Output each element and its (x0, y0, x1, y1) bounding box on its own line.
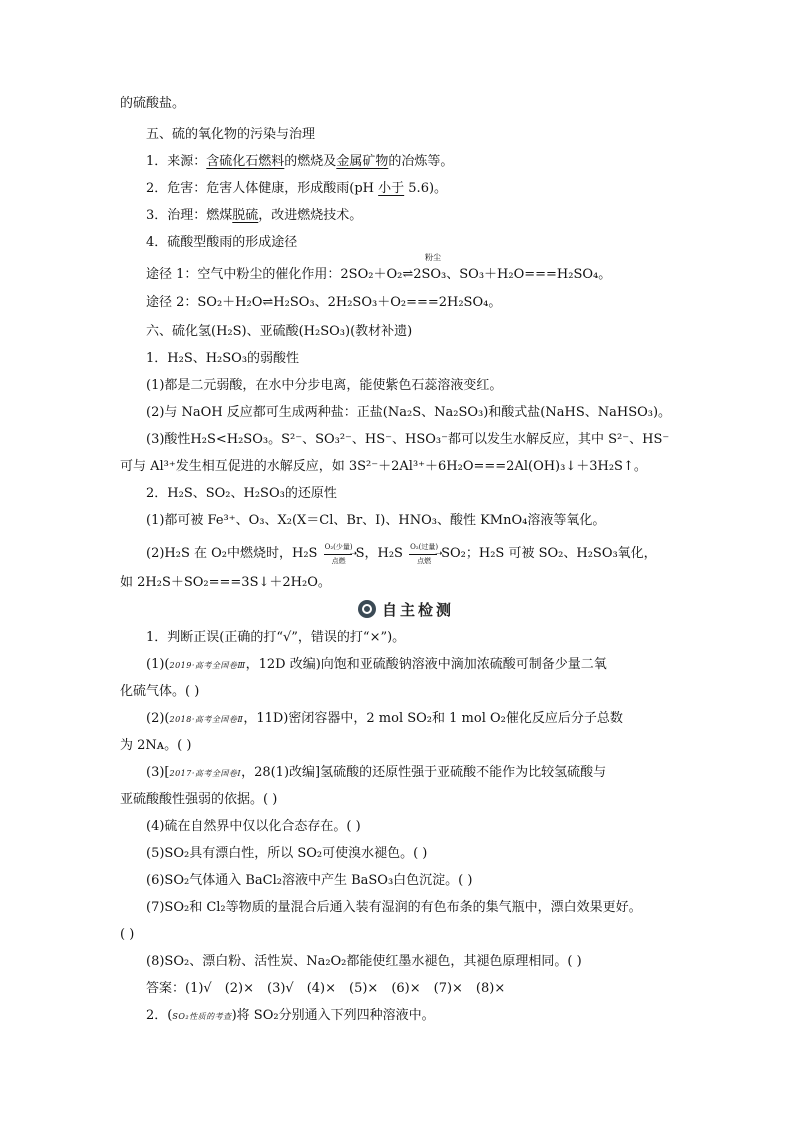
text: (1)( (146, 657, 170, 672)
quiz-item-cont (120, 790, 277, 810)
text: ，改进燃烧技术。 (258, 208, 363, 223)
arrow-top-label: O₂(过量) (410, 543, 439, 551)
text: (3)[ (146, 765, 170, 780)
text-line (146, 376, 502, 396)
text-line (146, 179, 447, 199)
text: (5)SO₂具有漂白性，所以 SO₂可使溴水褪色。( ) (146, 846, 428, 861)
text-line (120, 573, 331, 593)
text: (4)硫在自然界中仅以化合态存在。( ) (146, 819, 361, 834)
text: 五、硫的氧化物的污染与治理 (146, 127, 316, 142)
text: 1．H₂S、H₂SO₃的弱酸性 (146, 351, 300, 366)
text: (8)SO₂、漂白粉、活性炭、Na₂O₂都能使红墨水褪色，其褪色原理相同。( ) (146, 954, 582, 969)
text: (2)( (146, 711, 170, 726)
text-line (146, 233, 297, 253)
text: 的冶炼等。 (388, 154, 454, 169)
text: 粉尘 (425, 253, 441, 262)
quiz-item (146, 763, 606, 784)
text: 4．硫酸型酸雨的形成途径 (146, 235, 298, 250)
text: 如 2H₂S＋SO₂===3S↓＋2H₂O。 (120, 575, 331, 590)
source-tag: SO₂性质的考查 (172, 1012, 232, 1021)
text-line (146, 152, 453, 172)
text: 的燃烧及 (284, 154, 337, 169)
text: 1．判断正误(正确的打“√”，错误的打“×”)。 (146, 630, 406, 645)
source-tag: 2018·高考全国卷Ⅱ (169, 715, 244, 724)
text: (2)与 NaOH 反应都可生成两种盐：正盐(Na₂S、Na₂SO₃)和酸式盐(NaHS、NaHSO₃)。 (146, 405, 672, 420)
text: (7)SO₂和 Cl₂等物质的量混合后通入装有湿润的有色布条的集气瓶中，漂白效果更好。 (146, 900, 642, 915)
text: (3)酸性H₂S<H₂SO₃。S²⁻、SO₃²⁻、HS⁻、HSO₃⁻都可以发生水解反应，其中 S²⁻、HS⁻ (146, 432, 670, 447)
text: 2．H₂S、SO₂、H₂SO₃的还原性 (146, 486, 337, 501)
text: 2．危害：危害人体健康，形成酸雨(pH (146, 181, 379, 196)
banner-title: 自主检测 (382, 600, 455, 619)
text: (1)都可被 Fe³⁺、O₃、X₂(X＝Cl、Br、I)、HNO₃、酸性 KMnO₄溶液等氧化。 (146, 513, 606, 528)
arrow-bottom-label: 点燃 (331, 557, 346, 565)
text: 可与 Al³⁺发生相互促进的水解反应，如 3S²⁻＋2Al³⁺＋6H₂O===2Al(OH)₃↓＋3H₂S↑。 (120, 459, 647, 474)
section-five-title (146, 125, 315, 145)
quiz-item (146, 952, 582, 972)
arrow-line (409, 554, 437, 555)
text-line (146, 511, 605, 531)
arrow-line (324, 554, 352, 555)
section-six-title (146, 322, 412, 342)
source-tag: 2017·高考全国卷Ⅰ (169, 769, 242, 778)
badge-icon (358, 600, 376, 618)
text: 六、硫化氢(H₂S)、亚硫酸(H₂SO₃)(教材补遗) (146, 324, 413, 339)
text: ，12D 改编)向饱和亚硫酸钠溶液中滴加浓硫酸可制备少量二氧 (245, 657, 607, 672)
badge-ring (362, 604, 372, 614)
quiz-item-cont (120, 736, 191, 756)
quiz-question (146, 1006, 435, 1027)
underlined-term: 小于 (378, 181, 405, 196)
text: ，28(1)改编]氢硫酸的还原性强于亚硫酸不能作为比较氢硫酸与 (241, 765, 607, 780)
arrow-top-label: O₂(少量) (324, 543, 353, 551)
quiz-question (146, 628, 405, 648)
text: 5.6)。 (404, 181, 448, 196)
quiz-item (146, 655, 607, 676)
text-line (146, 206, 362, 226)
text: SO₂；H₂S 可被 SO₂、H₂SO₃氧化， (441, 546, 657, 561)
text: 为 2Nᴀ。( ) (120, 738, 192, 753)
quiz-item (146, 709, 623, 730)
text: 2．( (146, 1008, 173, 1023)
equation-line (146, 544, 657, 564)
text: (2)H₂S 在 O₂中燃烧时，H₂S (146, 546, 322, 561)
arrow-bottom-label: 点燃 (417, 557, 432, 565)
reaction-arrow (322, 544, 356, 564)
text: ，11D)密闭容器中，2 mol SO₂和 1 mol O₂催化反应后分子总数 (243, 711, 623, 726)
underlined-term: 脱硫 (232, 208, 259, 223)
text-line (146, 484, 337, 504)
text-line (120, 94, 185, 114)
text: ( ) (120, 927, 135, 942)
text: (6)SO₂气体通入 BaCl₂溶液中产生 BaSO₃白色沉淀。( ) (146, 873, 473, 888)
text: 3．治理：燃煤 (146, 208, 233, 223)
text: 亚硫酸酸性强弱的依据。( ) (120, 792, 278, 807)
arrow-head-icon: ➝ (349, 549, 358, 559)
text: (1)都是二元弱酸，在水中分步电离，能使紫色石蕊溶液变红。 (146, 378, 503, 393)
quiz-item (146, 871, 472, 891)
text: S，H₂S (355, 546, 408, 561)
equation-line (146, 293, 501, 313)
quiz-item (146, 817, 361, 837)
text: 1．来源： (146, 154, 207, 169)
answer-line (146, 979, 505, 999)
catalyst-label (425, 253, 441, 263)
underlined-term: 金属矿物 (336, 154, 389, 169)
arrow-head-icon: ➝ (435, 549, 443, 559)
self-check-banner (358, 598, 454, 620)
text: )将 SO₂分别通入下列四种溶液中。 (231, 1008, 435, 1023)
text-line (146, 349, 299, 369)
text: 答案：(1)√ (2)× (3)√ (4)× (5)× (6)× (7)× (8)× (146, 981, 506, 996)
text: 化硫气体。( ) (120, 684, 200, 699)
text: 途径 1：空气中粉尘的催化作用：2SO₂＋O₂⇌2SO₃、SO₃＋H₂O===H₂SO₄。 (146, 267, 612, 282)
text: 途径 2：SO₂＋H₂O⇌H₂SO₃、2H₂SO₃＋O₂===2H₂SO₄。 (146, 295, 502, 310)
text-line (120, 457, 647, 477)
text: 的硫酸盐。 (120, 96, 186, 111)
source-tag: 2019·高考全国卷Ⅲ (169, 661, 246, 670)
text-line (146, 403, 671, 423)
text-line (146, 430, 669, 450)
quiz-item (146, 898, 642, 918)
reaction-arrow (407, 544, 441, 564)
quiz-item (146, 844, 427, 864)
quiz-item-cont (120, 682, 199, 702)
underlined-term: 含硫化石燃料 (206, 154, 285, 169)
quiz-item-cont (120, 925, 134, 945)
equation-line (146, 265, 611, 285)
